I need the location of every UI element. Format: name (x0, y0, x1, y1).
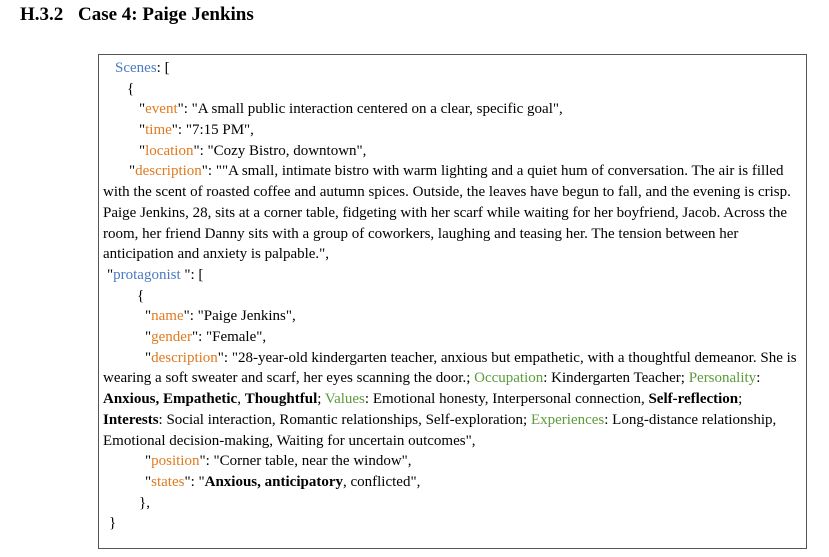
code-line-scenes: Scenes: [ (115, 60, 170, 76)
code-line-obj-close: } (109, 515, 117, 532)
key-description: description (135, 163, 202, 180)
code-line-position: "position": "Corner table, near the window", (145, 453, 412, 470)
code-line-protagonist-description: "description": "28-year-old kindergarten teacher, anxious but empathetic, with a thoughtful demeanor. She is wearing a soft sweater and scarf, her eyes scanning the door.; Occupation: Kindergarten Teacher; Personality: Anxious, Empathetic, Thoughtful; Values: Emotional honesty, Interpersonal connection, Self-reflection; Interests: Social interaction, Romantic relationships, Self-exploration; Experiences: Long-distance relationship, Emotional decision-making, Waiting for uncertain outcomes", (103, 349, 797, 449)
section-number: H.3.2 (20, 4, 64, 25)
key-name: name (151, 308, 184, 325)
key-protagonist-description: description (151, 349, 218, 366)
key-location: location (145, 142, 194, 159)
code-line-description: "description": ""A small, intimate bistro with warm lighting and a quiet hum of conversation. The air is filled with the scent of roasted coffee and autumn spices. Outside, the leaves have begun to fall, and the evening is crisp. Paige Jenkins, 28, sits at a corner table, fidgeting with her scarf while waiting for her boyfriend, Jacob. Across the room, her friend Danny sits with a group of coworkers, laughing and teasing her. The tension between her anticipation and anxiety is palpable.", (103, 163, 791, 263)
key-interests: Interests (103, 411, 159, 428)
code-block (103, 58, 803, 534)
key-protagonist: protagonist (113, 266, 181, 283)
code-line-name: "name": "Paige Jenkins", (145, 308, 296, 325)
code-line-obj-open: { (127, 80, 135, 97)
key-time: time (145, 122, 172, 139)
code-line-states: "states": "Anxious, anticipatory, conflicted", (145, 473, 421, 490)
key-values: Values (324, 391, 365, 408)
key-gender: gender (151, 329, 192, 346)
key-event: event (145, 101, 178, 118)
key-states: states (151, 473, 185, 490)
key-position: position (151, 453, 200, 470)
code-line-event: "event": "A small public interaction centered on a clear, specific goal", (139, 101, 563, 118)
code-line-protagonist: "protagonist ": [ (107, 266, 204, 283)
key-occupation: Occupation (474, 370, 544, 387)
section-title: Case 4: Paige Jenkins (78, 4, 254, 25)
key-scenes: Scenes (115, 60, 157, 76)
code-line-p-obj-open: { (137, 287, 145, 304)
code-line-gender: "gender": "Female", (145, 329, 267, 346)
code-line-time: "time": "7:15 PM", (139, 122, 254, 139)
key-personality: Personality (688, 370, 757, 387)
code-line-p-obj-close: }, (139, 494, 150, 511)
key-experiences: Experiences (530, 411, 605, 428)
section-heading (20, 4, 254, 26)
code-line-location: "location": "Cozy Bistro, downtown", (139, 142, 367, 159)
